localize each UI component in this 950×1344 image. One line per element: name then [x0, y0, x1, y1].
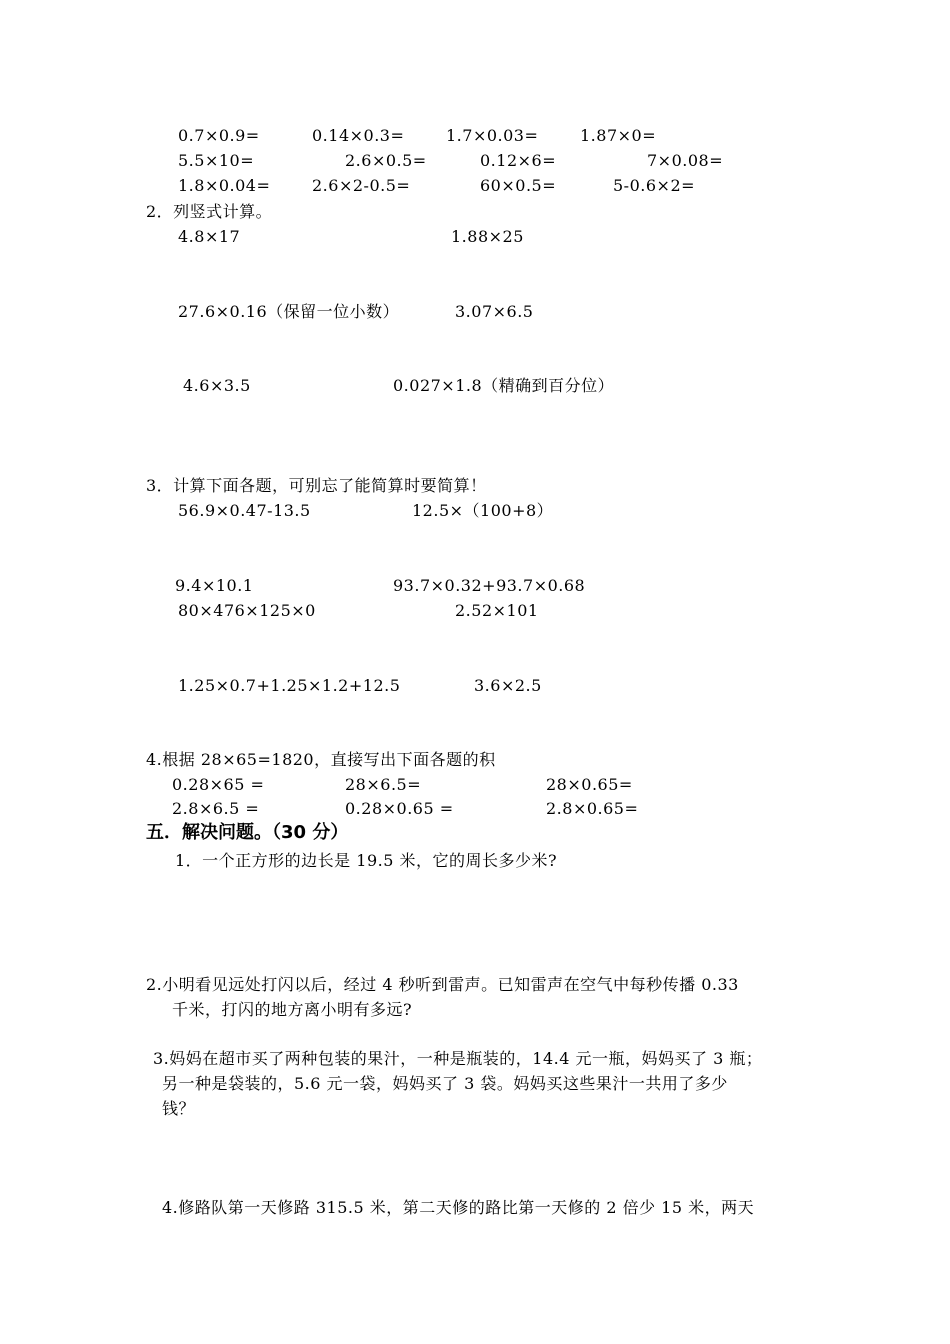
question-3-title: 3．计算下面各题，可别忘了能简算时要简算！	[146, 476, 487, 495]
oral-calc-item: 0.7×0.9=	[178, 126, 260, 145]
problem-3-line: 3.妈妈在超市买了两种包装的果汁，一种是瓶装的，14.4 元一瓶，妈妈买了 3 瓶；	[153, 1049, 763, 1068]
oral-calc-item: 2.6×2-0.5=	[312, 176, 411, 195]
product-item: 2.8×6.5 =	[172, 799, 260, 818]
question-2-title: 2．列竖式计算。	[146, 202, 273, 221]
oral-calc-item: 0.14×0.3=	[312, 126, 405, 145]
product-item: 28×6.5=	[345, 775, 422, 794]
problem-2-line: 千米，打闪的地方离小明有多远?	[172, 1000, 413, 1019]
oral-calc-item: 2.6×0.5=	[345, 151, 427, 170]
problem-2-line: 2.小明看见远处打闪以后，经过 4 秒听到雷声。已知雷声在空气中每秒传播 0.33	[146, 975, 739, 994]
product-item: 28×0.65=	[546, 775, 633, 794]
simplify-calc-item: 12.5×（100+8）	[412, 501, 554, 520]
vertical-calc-item: 4.8×17	[178, 227, 241, 246]
simplify-calc-item: 3.6×2.5	[474, 676, 542, 695]
oral-calc-item: 60×0.5=	[480, 176, 557, 195]
simplify-calc-item: 56.9×0.47-13.5	[178, 501, 311, 520]
product-item: 0.28×65 =	[172, 775, 265, 794]
oral-calc-item: 7×0.08=	[647, 151, 724, 170]
vertical-calc-item: 1.88×25	[451, 227, 524, 246]
section-5-heading: 五．解决问题。（30 分）	[146, 822, 349, 843]
simplify-calc-item: 9.4×10.1	[175, 576, 254, 595]
simplify-calc-item: 2.52×101	[455, 601, 539, 620]
simplify-calc-item: 93.7×0.32+93.7×0.68	[393, 576, 586, 595]
oral-calc-item: 1.87×0=	[580, 126, 657, 145]
product-item: 2.8×0.65=	[546, 799, 639, 818]
problem-1: 1．一个正方形的边长是 19.5 米，它的周长多少米?	[175, 851, 558, 870]
simplify-calc-item: 1.25×0.7+1.25×1.2+12.5	[178, 676, 401, 695]
vertical-calc-item: 27.6×0.16（保留一位小数）	[178, 302, 400, 321]
oral-calc-item: 0.12×6=	[480, 151, 557, 170]
vertical-calc-item: 0.027×1.8（精确到百分位）	[393, 376, 615, 395]
question-4-title: 4.根据 28×65=1820，直接写出下面各题的积	[146, 750, 496, 769]
oral-calc-item: 1.8×0.04=	[178, 176, 271, 195]
vertical-calc-item: 3.07×6.5	[455, 302, 534, 321]
simplify-calc-item: 80×476×125×0	[178, 601, 316, 620]
vertical-calc-item: 4.6×3.5	[183, 376, 251, 395]
oral-calc-item: 5.5×10=	[178, 151, 255, 170]
problem-3-line: 钱？	[162, 1099, 196, 1118]
oral-calc-item: 5-0.6×2=	[613, 176, 696, 195]
problem-4-line: 4.修路队第一天修路 315.5 米，第二天修的路比第一天修的 2 倍少 15 米，两天	[162, 1198, 755, 1217]
problem-3-line: 另一种是袋装的，5.6 元一袋，妈妈买了 3 袋。妈妈买这些果汁一共用了多少	[162, 1074, 728, 1093]
product-item: 0.28×0.65 =	[345, 799, 454, 818]
oral-calc-item: 1.7×0.03=	[446, 126, 539, 145]
